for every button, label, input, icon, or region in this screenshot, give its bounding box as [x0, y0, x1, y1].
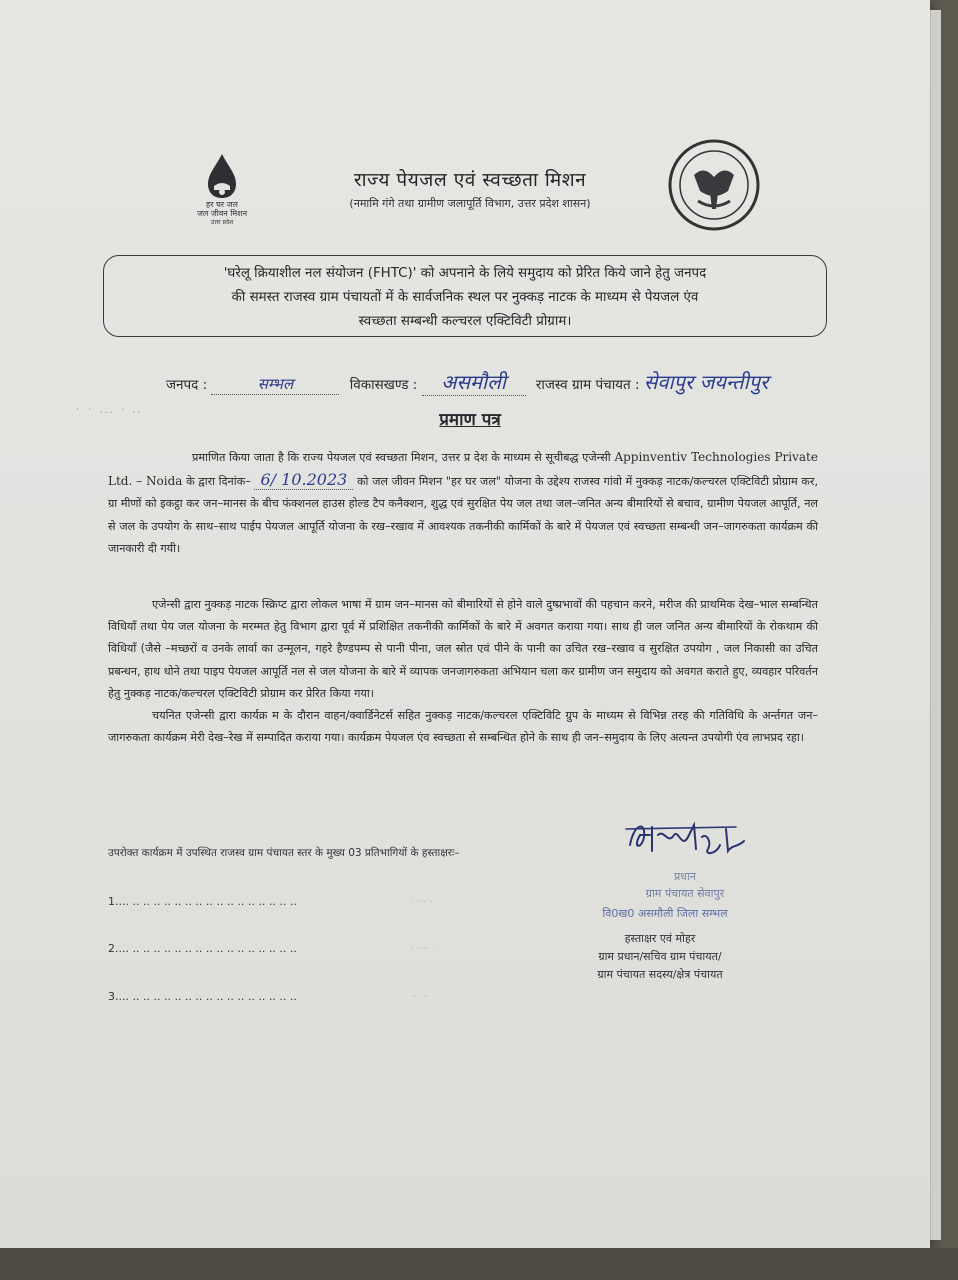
paragraph-2 [108, 594, 818, 705]
program-date: 6/ 10.2023 [254, 470, 353, 490]
paragraph-1 [108, 446, 818, 560]
panchayat-value: सेवापुर जयन्तीपुर [643, 370, 769, 394]
background-surface [0, 1248, 958, 1280]
district-label: जनपद : [166, 377, 208, 393]
program-line-3: स्वच्छता सम्बन्धी कल्चरल एक्टिविटी प्रोग्राम। [358, 314, 572, 329]
block-value: असमौली [422, 368, 526, 396]
participant-number-3: 3 [108, 990, 115, 1003]
district-value: सम्भल [211, 374, 339, 395]
location-fields [166, 368, 926, 396]
signature-label-3: ग्राम पंचायत सदस्य/क्षेत्र पंचायत [597, 968, 723, 981]
stamp-line-1: प्रधान [674, 870, 696, 883]
signature-label-2: ग्राम प्रधान/सचिव ग्राम पंचायत/ [598, 950, 722, 963]
participants-note: उपरोक्त कार्यक्रम में उपस्थित राजस्व ग्राम पंचायत स्तर के मुख्य 03 प्रतिभागियों के हस्ताक्षरः– [108, 847, 460, 859]
signature-label-1: हस्ताक्षर एवं मोहर [624, 932, 696, 945]
participant-line-1: 1.... .. .. .. .. .. .. .. .. .. .. .. .. .. .. .. .. · ··· · [108, 895, 433, 908]
program-line-2: की समस्त राजस्व ग्राम पंचायतों में के सार्वजनिक स्थल पर नुक्कड़ नाटक के माध्यम से पेयजल एंव [231, 290, 699, 305]
organization-subtitle: (नमामि गंगे तथा ग्रामीण जलापूर्ति विभाग, उत्तर प्रदेश शासन) [349, 197, 591, 210]
program-line-1: 'घरेलू क्रियाशील नल संयोजन (FHTC)' को अपनाने के लिये समुदाय को प्रेरित किये जाने हेतु जनपद [223, 266, 707, 281]
participant-number-1: 1 [108, 895, 115, 908]
paper-edge [930, 10, 941, 1240]
stamp-line-3: वि0ख0 असमौली जिला सम्भल [602, 907, 728, 920]
paragraph-2-text: एजेन्सी द्वारा नुक्कड़ नाटक स्क्रिप्ट द्वारा लोकल भाषा में ग्राम जन–मानस को बीमारियों से होने वाले दुष्प्रभावों की पहचान करने, मरीज की प्राथमिक देख–भाल सम्बन्धित विधियॉं तथा पेय जल योजना के मरम्मत हेतु विभाग द्वारा पूर्व में प्रशिक्षित तकनीकी कार्मिकों के बारे में अवगत कराया गया। साथ ही जल जनित अन्य बीमारियों के रोकथाम की विधियॉं (जैसे –मच्छरों व उनके लार्वा का उन्मूलन, गहरे हैण्डपम्प से पानी पीना, जल स्रोत एवं पीने के पानी का उचित रख–रखाव व सुरक्षित उपयोग , जल निकासी का उचित प्रबन्धन, हाथ धोने तथा पाइप पेयजल आपूर्ति नल से जल योजना के बारे में व्यापक जनजागरुकता अभियान चला कर ग्रामीण जन समुदाय को अवगत कराते हुए, व्यवहार परिवर्तन हेतु नुक्कड़ नाटक/कल्चरल एक्टिविटी प्रोग्राम कर प्रेरित किया गया। [108, 598, 818, 700]
paragraph-1-part-2: के द्वारा दिनांक– [186, 475, 251, 489]
participant-line-2: 2.... .. .. .. .. .. .. .. .. .. .. .. .. .. .. .. .. · ···· · [108, 942, 436, 955]
logo-text-3: उत्तर प्रदेश [210, 219, 234, 226]
panchayat-label: राजस्व ग्राम पंचायत : [535, 377, 640, 393]
paragraph-3 [108, 705, 818, 749]
stamp-line-2: ग्राम पंचायत सेवापुर [645, 887, 725, 900]
agency-name: Appinventiv Technologies Private Ltd. – Noida [108, 450, 818, 489]
participant-line-3: 3.... .. .. .. .. .. .. .. .. .. .. .. .. .. .. .. .. ·· ··· · [108, 990, 436, 1003]
logo-text-1: हर घर जल [206, 200, 238, 209]
certificate-title: प्रमाण पत्र [439, 410, 501, 430]
participant-number-2: 2 [108, 942, 115, 955]
paragraph-3-text: चयनित एजेन्सी द्वारा कार्यक्र म के दौरान वाहन/क्वार्डिनेटर्स सहित नुक्कड़ नाटक/कल्चरल एक्टिविटि ग्रुप के माध्यम से विभिन्न तरह की गतिविधि के अर्न्तगत जन–जागरुकता कार्यक्रम मेरी देख–रेख में सम्पादित कराया गया। कार्यक्रम पेयजल एंव स्वच्छता से सम्बन्धित होने के साथ ही जन–समुदाय के लिए अत्यन्त उपयोगी एंव लाभप्रद रहा। [108, 709, 818, 745]
organization-title: राज्य पेयजल एवं स्वच्छता मिशन [353, 169, 587, 191]
logo-text-2: जल जीवन मिशन [196, 209, 248, 218]
program-description-box [103, 255, 827, 337]
paragraph-1-part-1: प्रमाणित किया जाता है कि राज्य पेयजल एवं स्वच्छता मिशन, उत्तर प्र देश के माध्यम से सूचीबद्ध एजेन्सी [192, 451, 611, 464]
block-label: विकासखण्ड : [349, 377, 418, 393]
margin-scribble: ˙ ˙ ··· ˙ ·· [75, 408, 143, 419]
handwritten-signature [616, 815, 756, 865]
paragraph-1-part-3: को जल जीवन मिशन "हर घर जल" योजना के उद्देश्य राजस्व गांवो में नुक्कड़ नाटक/कल्चरल एक्टिविटी प्रोग्राम कर, ग्रा मीणों को इकट्ठा कर जन–मानस के बीच फंक्शनल हाउस होल्ड टैप कनैक्शन, शुद्ध एवं सुरक्षित पेय जल तथा जल–जनित अन्य बीमारियों से बचाव, ग्रामीण पेयजल आपूर्ति, नल से जल के उपयोग के साथ–साथ पाईप पेयजल आपूर्ति योजना के रख–रखाव में आवश्यक तकनीकी कार्मिकों के बारे में पेयजल एवं स्वच्छता सम्बन्धी जन–जागरुकता कार्यक्रम की जानकारी दी गयी। [108, 475, 819, 555]
